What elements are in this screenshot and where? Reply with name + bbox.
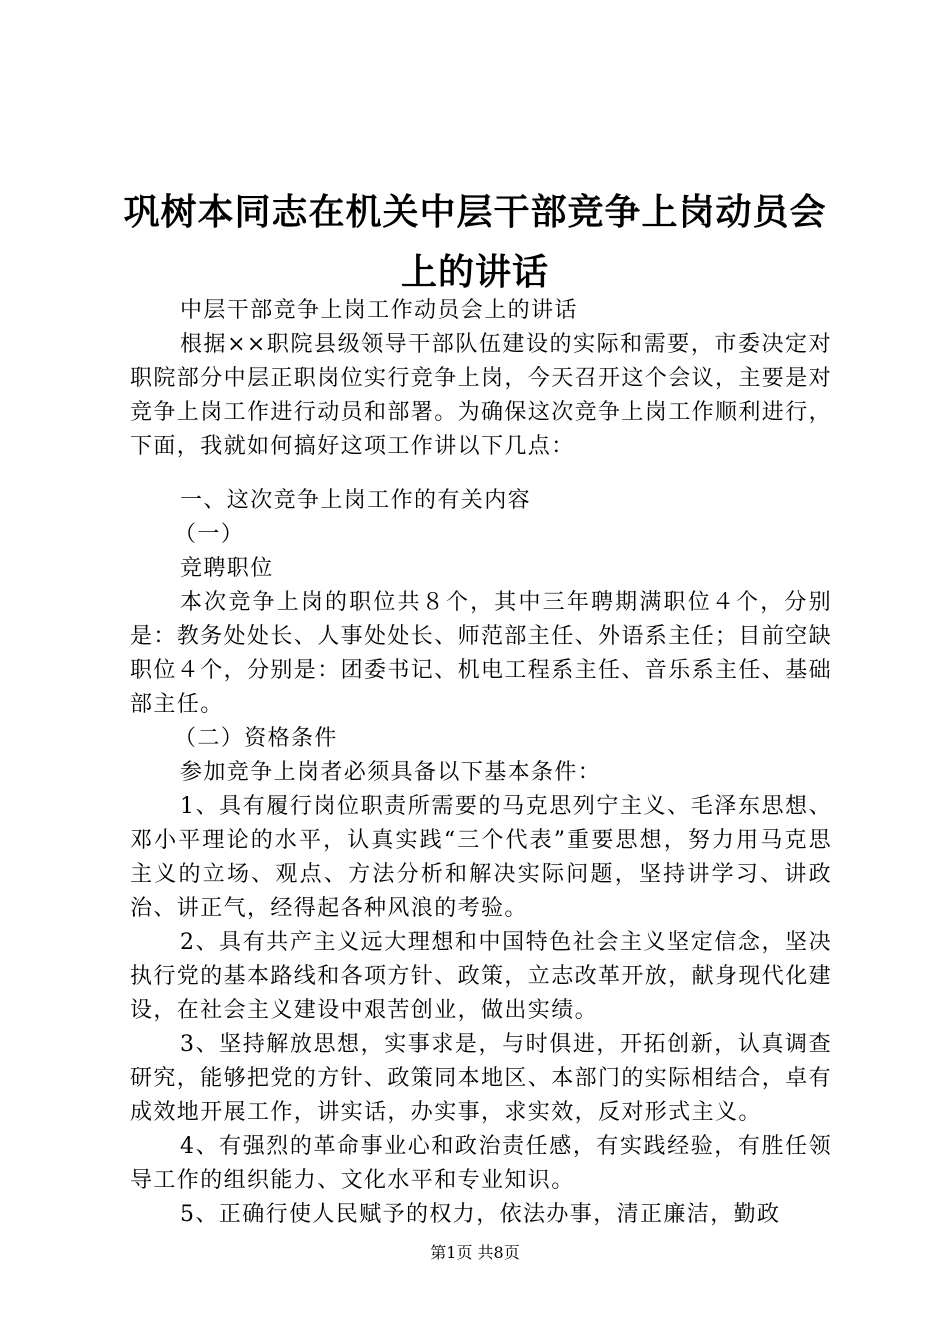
subsection-heading-1: （一）	[174, 522, 245, 547]
subsection-heading-2: （二）资格条件	[174, 726, 338, 751]
condition-item-1: 1、具有履行岗位职责所需要的马克思列宁主义、毛泽东思想、邓小平理论的水平，认真实践“三个代表”重要思想，努力用马克思主义的立场、观点、方法分析和解决实际问题，坚持讲学习、讲政治、讲正气，经得起各种风浪的考验。	[130, 794, 832, 921]
paragraph-conditions-intro: 参加竞争上岗者必须具备以下基本条件：	[180, 760, 602, 785]
paragraph-gap	[130, 464, 832, 484]
condition-item-5: 5、正确行使人民赋予的权力，依法办事，清正廉洁，勤政	[180, 1202, 781, 1227]
paragraph-intro: 根据××职院县级领导干部队伍建设的实际和需要，市委决定对职院部分中层正职岗位实行竞争上岗，今天召开这个会议，主要是对竞争上岗工作进行动员和部署。为确保这次竞争上岗工作顺利进行，下面，我就如何搞好这项工作讲以下几点：	[130, 332, 833, 459]
condition-item-4: 4、有强烈的革命事业心和政治责任感，有实践经验，有胜任领导工作的组织能力、文化水平和专业知识。	[130, 1134, 832, 1193]
subsection-heading-1-title: 竞聘职位	[180, 556, 274, 581]
page-footer: 第1页 共8页	[430, 1243, 520, 1262]
condition-item-2: 2、具有共产主义远大理想和中国特色社会主义坚定信念，坚决执行党的基本路线和各项方针、政策，立志改革开放，献身现代化建设，在社会主义建设中艰苦创业，做出实绩。	[130, 930, 833, 1023]
condition-item-3: 3、坚持解放思想，实事求是，与时俱进，开拓创新，认真调查研究，能够把党的方针、政策同本地区、本部门的实际相结合，卓有成效地开展工作，讲实话，办实事，求实效，反对形式主义。	[130, 1032, 833, 1125]
section-heading-1: 一、这次竞争上岗工作的有关内容	[180, 488, 532, 513]
paragraph-positions: 本次竞争上岗的职位共８个，其中三年聘期满职位４个，分别是：教务处处长、人事处处长、师范部主任、外语系主任；目前空缺职位４个，分别是：团委书记、机电工程系主任、音乐系主任、基础部主任。	[130, 590, 833, 717]
document-title: 巩树本同志在机关中层干部竞争上岗动员会上的讲话	[123, 191, 827, 293]
paragraph-subtitle: 中层干部竞争上岗工作动员会上的讲话	[180, 298, 578, 323]
document-body	[130, 294, 832, 1232]
